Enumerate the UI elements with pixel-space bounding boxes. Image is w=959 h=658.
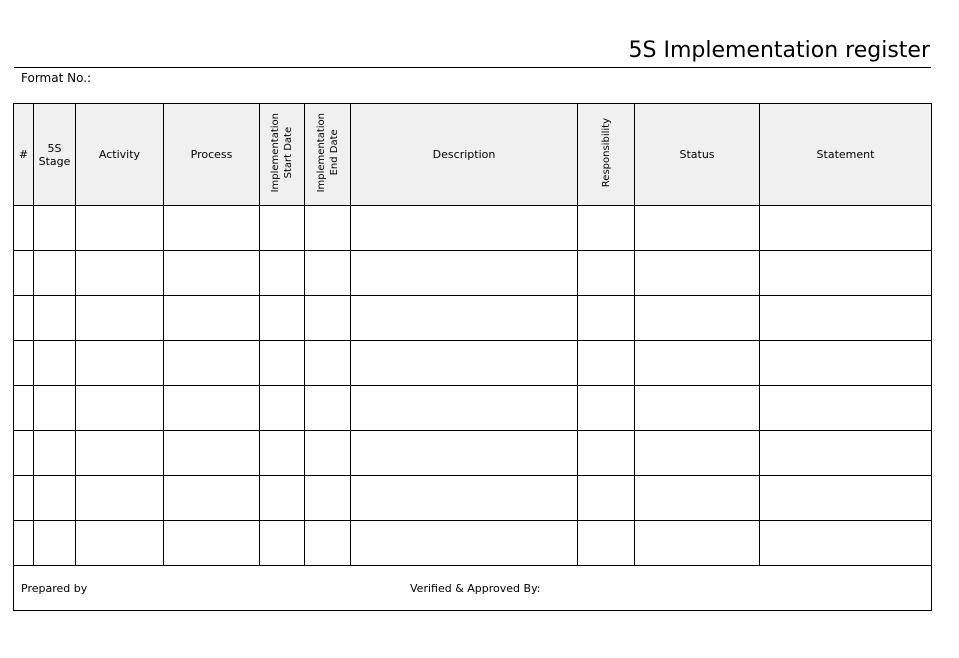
cell-activity[interactable]	[76, 251, 164, 296]
col-header-activity-label: Activity	[98, 148, 141, 161]
col-header-number-label: #	[18, 148, 29, 161]
col-header-status-label: Status	[679, 148, 715, 161]
cell-responsibility[interactable]	[578, 296, 635, 341]
cell-number[interactable]	[14, 521, 34, 566]
cell-description[interactable]	[351, 341, 578, 386]
title-divider	[14, 67, 931, 68]
cell-statement[interactable]	[760, 431, 932, 476]
cell-statement[interactable]	[760, 386, 932, 431]
prepared-by-label: Prepared by	[21, 582, 88, 595]
cell-description[interactable]	[351, 206, 578, 251]
cell-activity[interactable]	[76, 476, 164, 521]
cell-statement[interactable]	[760, 206, 932, 251]
verified-approved-by-label: Verified & Approved By:	[410, 582, 541, 595]
cell-end-date[interactable]	[305, 476, 351, 521]
cell-process[interactable]	[164, 386, 260, 431]
cell-status[interactable]	[635, 431, 760, 476]
cell-status[interactable]	[635, 251, 760, 296]
cell-responsibility[interactable]	[578, 341, 635, 386]
cell-activity[interactable]	[76, 521, 164, 566]
cell-end-date[interactable]	[305, 521, 351, 566]
cell-status[interactable]	[635, 206, 760, 251]
cell-status[interactable]	[635, 521, 760, 566]
cell-process[interactable]	[164, 341, 260, 386]
cell-status[interactable]	[635, 296, 760, 341]
format-number-label: Format No.:	[21, 71, 92, 85]
cell-end-date[interactable]	[305, 296, 351, 341]
cell-activity[interactable]	[76, 206, 164, 251]
cell-statement[interactable]	[760, 476, 932, 521]
cell-start-date[interactable]	[260, 206, 305, 251]
col-header-end-date	[305, 104, 351, 206]
table-row	[14, 386, 932, 431]
cell-end-date[interactable]	[305, 431, 351, 476]
cell-description[interactable]	[351, 251, 578, 296]
col-header-start-date	[260, 104, 305, 206]
cell-responsibility[interactable]	[578, 521, 635, 566]
table-row	[14, 341, 932, 386]
cell-statement[interactable]	[760, 251, 932, 296]
cell-stage[interactable]	[34, 206, 76, 251]
cell-start-date[interactable]	[260, 296, 305, 341]
col-header-process	[164, 104, 260, 206]
cell-description[interactable]	[351, 431, 578, 476]
cell-description[interactable]	[351, 386, 578, 431]
cell-stage[interactable]	[34, 296, 76, 341]
table-row	[14, 206, 932, 251]
col-header-statement	[760, 104, 932, 206]
cell-stage[interactable]	[34, 521, 76, 566]
cell-responsibility[interactable]	[578, 386, 635, 431]
signature-cell	[14, 566, 932, 611]
cell-end-date[interactable]	[305, 206, 351, 251]
cell-description[interactable]	[351, 296, 578, 341]
table-row	[14, 296, 932, 341]
cell-statement[interactable]	[760, 341, 932, 386]
col-header-stage-label: 5S Stage	[38, 141, 71, 168]
cell-statement[interactable]	[760, 296, 932, 341]
cell-number[interactable]	[14, 251, 34, 296]
col-header-process-label: Process	[190, 148, 233, 161]
cell-stage[interactable]	[34, 341, 76, 386]
col-header-end-date-label: Implementation End Date	[315, 113, 340, 193]
cell-end-date[interactable]	[305, 386, 351, 431]
cell-number[interactable]	[14, 431, 34, 476]
cell-status[interactable]	[635, 341, 760, 386]
cell-end-date[interactable]	[305, 251, 351, 296]
cell-description[interactable]	[351, 521, 578, 566]
table-row	[14, 431, 932, 476]
col-header-statement-label: Statement	[816, 148, 875, 161]
cell-start-date[interactable]	[260, 431, 305, 476]
table-row	[14, 476, 932, 521]
cell-start-date[interactable]	[260, 251, 305, 296]
cell-responsibility[interactable]	[578, 251, 635, 296]
col-header-description-label: Description	[432, 148, 496, 161]
cell-number[interactable]	[14, 296, 34, 341]
col-header-description	[351, 104, 578, 206]
page-title: 5S Implementation register	[628, 38, 930, 63]
table-row	[14, 521, 932, 566]
cell-process[interactable]	[164, 206, 260, 251]
cell-start-date[interactable]	[260, 386, 305, 431]
cell-number[interactable]	[14, 341, 34, 386]
cell-status[interactable]	[635, 476, 760, 521]
cell-number[interactable]	[14, 476, 34, 521]
cell-stage[interactable]	[34, 431, 76, 476]
cell-activity[interactable]	[76, 386, 164, 431]
footer-row	[14, 566, 932, 611]
cell-description[interactable]	[351, 476, 578, 521]
register-table	[13, 103, 932, 611]
cell-start-date[interactable]	[260, 521, 305, 566]
cell-responsibility[interactable]	[578, 206, 635, 251]
cell-process[interactable]	[164, 296, 260, 341]
cell-process[interactable]	[164, 251, 260, 296]
table-row	[14, 251, 932, 296]
cell-end-date[interactable]	[305, 341, 351, 386]
cell-number[interactable]	[14, 386, 34, 431]
cell-stage[interactable]	[34, 386, 76, 431]
col-header-activity	[76, 104, 164, 206]
cell-number[interactable]	[14, 206, 34, 251]
cell-responsibility[interactable]	[578, 476, 635, 521]
col-header-start-date-label: Implementation Start Date	[270, 113, 294, 193]
cell-statement[interactable]	[760, 521, 932, 566]
col-header-number	[14, 104, 34, 206]
cell-activity[interactable]	[76, 296, 164, 341]
cell-process[interactable]	[164, 431, 260, 476]
col-header-responsibility	[578, 104, 635, 206]
cell-process[interactable]	[164, 476, 260, 521]
cell-activity[interactable]	[76, 341, 164, 386]
col-header-status	[635, 104, 760, 206]
cell-responsibility[interactable]	[578, 431, 635, 476]
cell-process[interactable]	[164, 521, 260, 566]
cell-stage[interactable]	[34, 476, 76, 521]
cell-activity[interactable]	[76, 431, 164, 476]
col-header-responsibility-label: Responsibility	[600, 118, 612, 188]
col-header-stage	[34, 104, 76, 206]
cell-start-date[interactable]	[260, 341, 305, 386]
header-row	[14, 104, 932, 206]
cell-start-date[interactable]	[260, 476, 305, 521]
register-body	[14, 206, 932, 566]
cell-status[interactable]	[635, 386, 760, 431]
cell-stage[interactable]	[34, 251, 76, 296]
